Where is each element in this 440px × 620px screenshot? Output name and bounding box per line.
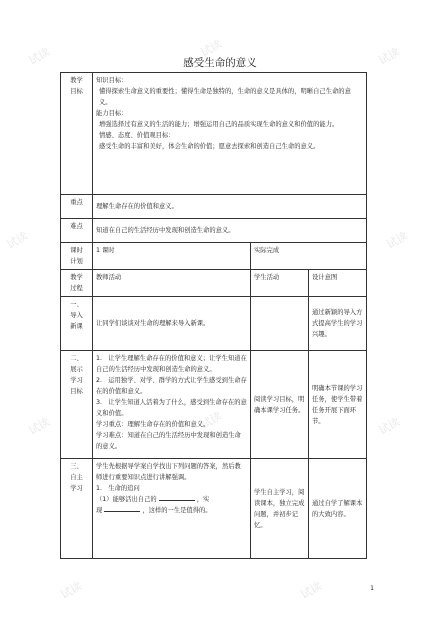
lesson-plan-table bbox=[60, 72, 367, 559]
attitude-title: 情感、态度、价值观目标： bbox=[99, 132, 175, 140]
watermark: 试读 bbox=[384, 229, 411, 252]
step1-label: 一、 导入 新课 bbox=[61, 297, 93, 351]
step2-item-1: 1. 让学生理解生命存在的价值和意义；让学生知道在自己的生活经历中发现和创造生命的意义。 bbox=[96, 355, 247, 374]
plan-row bbox=[61, 243, 367, 270]
watermark: 试读 bbox=[4, 229, 31, 252]
key-point-row bbox=[61, 195, 367, 219]
objectives-row bbox=[61, 73, 367, 195]
watermark: 试读 bbox=[198, 37, 225, 60]
objectives-label: 教学 目标 bbox=[61, 73, 93, 195]
watermark: 试读 bbox=[298, 579, 325, 602]
intent-header: 设计意图 bbox=[309, 270, 367, 297]
process-header: 教学 过程 bbox=[61, 270, 93, 297]
step3-label: 三、 自主 学习 bbox=[61, 459, 93, 559]
fill-text-1: （1）能够活出自己的 bbox=[96, 496, 157, 504]
plan-hours: 1 课时 bbox=[93, 243, 251, 270]
student-header: 学生活动 bbox=[251, 270, 309, 297]
step3-fill-line-1 bbox=[96, 494, 247, 505]
step1-row bbox=[61, 297, 367, 351]
teacher-header: 教师活动 bbox=[93, 270, 251, 297]
step2-difficulty: 学习难点：知道在自己的生活经历中发现和创造生命的意义。 bbox=[96, 432, 241, 451]
watermark: 试读 bbox=[26, 45, 53, 68]
step3-row bbox=[61, 459, 367, 559]
step2-student: 阅读学习目标，明确本课学习任务。 bbox=[251, 351, 309, 459]
knowledge-title: 知识目标： bbox=[96, 77, 128, 84]
step3-student: 学生自主学习，阅读课本，独立完成问题，并初步记忆。 bbox=[251, 459, 309, 559]
step2-item-3: 3. 让学生知道人活着为了什么，感受到生命存在的意义和价值。 bbox=[96, 399, 247, 418]
watermark: 试读 bbox=[58, 579, 85, 602]
watermark: 试读 bbox=[26, 415, 53, 438]
fill-blank bbox=[104, 505, 140, 512]
ability-text: 增强选择过有意义的生活的能力；增强运用自己的品质实现生命的意义和价值的能力。 bbox=[99, 121, 339, 129]
watermark: 试读 bbox=[198, 409, 225, 432]
watermark: 试读 bbox=[376, 45, 403, 68]
step2-row bbox=[61, 351, 367, 459]
difficulty-text: 知道在自己的生活经历中发现和创造生命的意义。 bbox=[93, 219, 367, 243]
step2-label: 二、 展示 学习 目标 bbox=[61, 351, 93, 459]
plan-label: 课时 计划 bbox=[61, 243, 93, 270]
ability-title: 能力目标： bbox=[96, 110, 128, 118]
step1-teacher: 让同学们谈谈对生命的理解来导入新课。 bbox=[93, 297, 251, 351]
document-title: 感受生命的意义 bbox=[183, 57, 257, 69]
key-point-label: 重点 bbox=[61, 195, 93, 219]
attitude-text: 感受生命的丰富和美好，体会生命的价值；愿意去探索和创造自己生命的意义。 bbox=[99, 143, 320, 151]
fill-text-4: ，这样的一生是值得的。 bbox=[142, 507, 212, 515]
step1-student bbox=[251, 297, 309, 351]
difficulty-label: 难点 bbox=[61, 219, 93, 243]
step2-intent: 明确本节课的学习任务，使学生带着任务开展下面环节。 bbox=[309, 351, 367, 459]
actual-completion-label: 实际完成 bbox=[251, 243, 367, 270]
step3-teacher bbox=[93, 459, 251, 559]
step2-item-2: 2. 运用独学、对学、群学的方式让学生感受到生命存在的价值和意义。 bbox=[96, 377, 247, 396]
fill-blank bbox=[159, 494, 195, 501]
step3-intent: 通过自学了解课本的大致内容。 bbox=[309, 459, 367, 559]
step3-item-1: 1. 生命的追问 bbox=[96, 485, 140, 493]
fill-text-3: 现 bbox=[96, 507, 103, 515]
knowledge-text: 懂得探索生命意义的重要性；懂得生命是独特的，生命的意义是具体的，明晰自己生命的意义。 bbox=[99, 88, 351, 107]
step2-teacher bbox=[93, 351, 251, 459]
watermark: 试读 bbox=[376, 415, 403, 438]
step3-intro: 学生先根据导学案自学找出下列问题的答案，然后教师进行重要知识点进行讲解强调。 bbox=[96, 463, 241, 482]
step2-key-point: 学习重点：理解生命存在的价值和意义。 bbox=[96, 421, 210, 429]
page-number: 1 bbox=[370, 585, 374, 592]
difficulty-row bbox=[61, 219, 367, 243]
step3-fill-line-2 bbox=[96, 505, 247, 516]
objectives-content bbox=[93, 73, 367, 195]
fill-text-2: ，实 bbox=[196, 496, 210, 504]
key-point-text: 理解生命存在的价值和意义。 bbox=[93, 195, 367, 219]
step1-intent: 通过新颖的导入方式提高学生的学习兴趣。 bbox=[309, 297, 367, 351]
header-row bbox=[61, 270, 367, 297]
